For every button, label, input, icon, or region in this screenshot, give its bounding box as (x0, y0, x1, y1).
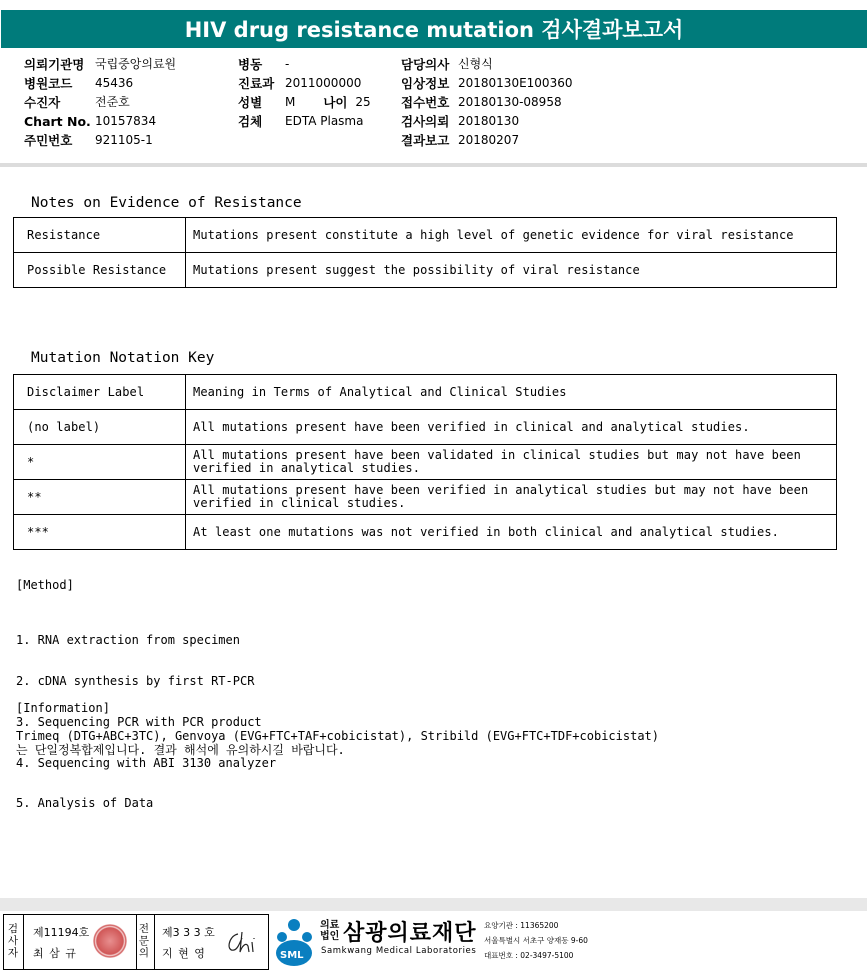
specialist-vertical-label: 전문의 (138, 923, 150, 959)
field-value: 20180130E100360 (458, 76, 573, 90)
info-row (401, 93, 572, 112)
info-row (401, 55, 572, 74)
method-steps (16, 607, 276, 825)
key-text-cell: All mutations present have been verified in clinical and analytical studies. (186, 410, 837, 445)
info-row (24, 93, 176, 112)
field-label: 의뢰기관명 (24, 57, 85, 72)
information-line-2: 는 단일정복합제입니다. 결과 해석에 유의하시길 바랍니다. (16, 743, 345, 757)
notes-table (13, 217, 837, 288)
info-row (24, 55, 176, 74)
foundation-prefix-top: 의료 (320, 920, 340, 931)
sex-value: M (285, 95, 296, 109)
notes-label-cell: Resistance (14, 218, 186, 253)
footer-divider (0, 898, 867, 911)
field-label: 병원코드 (24, 76, 73, 91)
field-value: 20180207 (458, 133, 520, 147)
specimen-label: 검체 (238, 114, 263, 129)
patient-info-column-3 (401, 55, 572, 150)
info-row (24, 131, 176, 150)
info-row (401, 74, 572, 93)
key-text-cell: All mutations present have been verified in analytical studies but may not have been verified in clinical studies. (186, 480, 837, 515)
specimen-value: EDTA Plasma (285, 114, 364, 128)
inspector-name: 최 삼 규 (33, 947, 77, 960)
foundation-prefix (320, 920, 339, 942)
info-row (24, 112, 176, 131)
specialist-license: 제3 3 3 호 (162, 926, 215, 939)
inspector-license: 제11194호 (33, 926, 90, 939)
table-row (14, 218, 837, 253)
foundation-address: 서울특별시 서초구 양재동 9-60 (484, 936, 588, 945)
method-step: 3. Sequencing PCR with PCR product (16, 714, 262, 729)
inspector-vertical-label: 검사자 (7, 923, 19, 959)
sml-logo-icon (272, 918, 316, 968)
field-label: 접수번호 (401, 95, 450, 110)
field-label: 결과보고 (401, 133, 450, 148)
report-header (0, 0, 867, 48)
field-value: 20180130 (458, 114, 520, 128)
foundation-prefix-bottom: 법인 (320, 931, 340, 942)
patient-info-column-2 (238, 55, 371, 131)
method-step: 5. Analysis of Data (16, 796, 154, 811)
info-row (24, 74, 176, 93)
divider (154, 915, 155, 969)
foundation-english-name: Samkwang Medical Laboratories (321, 946, 477, 956)
field-value: 전준호 (95, 95, 130, 109)
information-line-1: Trimeq (DTG+ABC+3TC), Genvoya (EVG+FTC+TAF+cobicistat), Stribild (EVG+FTC+TDF+cobicistat) (16, 729, 659, 743)
ward-label: 병동 (238, 57, 263, 72)
field-value: 921105-1 (95, 133, 153, 147)
key-section-title: Mutation Notation Key (31, 350, 215, 366)
sml-logo-text: SML (280, 950, 304, 961)
info-row (238, 112, 371, 131)
information-heading: [Information] (16, 701, 110, 715)
specialist-name: 지 현 영 (162, 947, 206, 960)
dept-value: 2011000000 (285, 76, 362, 90)
official-seal-stamp (93, 924, 127, 958)
notes-label-cell: Possible Resistance (14, 253, 186, 288)
table-row (14, 410, 837, 445)
field-label: 임상정보 (401, 76, 450, 91)
field-label: 담당의사 (401, 57, 450, 72)
method-step: 2. cDNA synthesis by first RT-PCR (16, 673, 255, 688)
ward-value: - (285, 57, 290, 71)
field-value: 국립중앙의료원 (95, 57, 177, 71)
info-row (238, 74, 371, 93)
table-row (14, 515, 837, 550)
foundation-name: 삼광의료재단 (343, 921, 477, 946)
foundation-phone: 대표번호 : 02-3497-5100 (484, 951, 574, 960)
field-value: 10157834 (95, 114, 157, 128)
notes-section-title: Notes on Evidence of Resistance (31, 195, 302, 211)
key-label-cell: Disclaimer Label (14, 375, 186, 410)
field-label: 주민번호 (24, 133, 73, 148)
field-value: 45436 (95, 76, 134, 90)
age-value: 25 (355, 95, 371, 109)
method-step: 4. Sequencing with ABI 3130 analyzer (16, 755, 277, 770)
patient-info-column-1 (24, 55, 176, 150)
key-label-cell: (no label) (14, 410, 186, 445)
table-row (14, 480, 837, 515)
field-value: 20180130-08958 (458, 95, 562, 109)
institution-code: 요양기관 : 11365200 (484, 921, 559, 930)
field-label: 수진자 (24, 95, 61, 110)
info-row (238, 55, 371, 74)
info-row (238, 93, 371, 112)
dept-label: 진료과 (238, 76, 275, 91)
header-divider (0, 163, 867, 167)
sex-label: 성별 (238, 95, 263, 110)
key-text-cell: All mutations present have been validated in clinical studies but may not have been verified in analytical studies. (186, 445, 837, 480)
key-label-cell: * (14, 445, 186, 480)
table-row (14, 253, 837, 288)
key-text-cell: Meaning in Terms of Analytical and Clinical Studies (186, 375, 837, 410)
info-row (401, 131, 572, 150)
report-title: HIV drug resistance mutation 검사결과보고서 (1, 10, 867, 48)
divider (136, 915, 137, 969)
key-label-cell: ** (14, 480, 186, 515)
age-label: 나이 (323, 95, 348, 110)
divider (23, 915, 24, 969)
notes-text-cell: Mutations present constitute a high level of genetic evidence for viral resistance (186, 218, 837, 253)
table-row (14, 375, 837, 410)
field-label: Chart No. (24, 114, 91, 129)
key-label-cell: *** (14, 515, 186, 550)
handwritten-signature (224, 928, 260, 958)
key-table (13, 374, 837, 550)
method-heading: [Method] (16, 578, 74, 592)
info-row (401, 112, 572, 131)
method-step: 1. RNA extraction from specimen (16, 633, 240, 648)
table-row (14, 445, 837, 480)
notes-text-cell: Mutations present suggest the possibility of viral resistance (186, 253, 837, 288)
key-text-cell: At least one mutations was not verified in both clinical and analytical studies. (186, 515, 837, 550)
field-label: 검사의뢰 (401, 114, 450, 129)
field-value: 신형식 (458, 57, 493, 71)
